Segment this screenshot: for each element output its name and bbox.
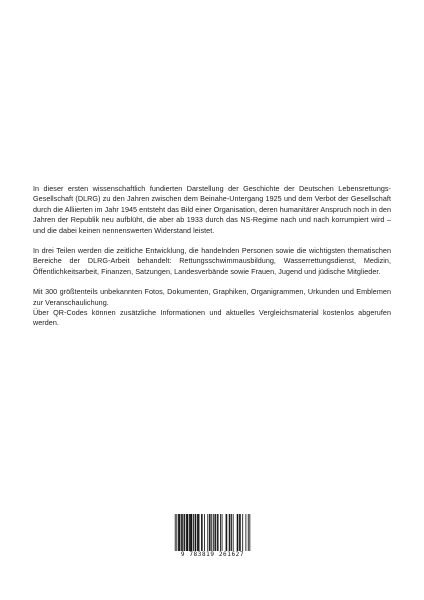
barcode-bar: [187, 514, 188, 551]
barcode-bar: [189, 514, 190, 551]
barcode-bar: [187, 514, 188, 551]
barcode-bar: [179, 514, 180, 551]
barcode-bar: [184, 514, 185, 551]
barcode-bar: [198, 514, 199, 551]
barcode-bar: [204, 514, 205, 551]
barcode-bar: [182, 514, 183, 551]
barcode-bar: [211, 514, 212, 551]
barcode-bar: [195, 514, 196, 551]
barcode-bar: [175, 514, 176, 551]
barcode-bar: [193, 514, 194, 551]
barcode-bar: [210, 514, 211, 551]
barcode-bar: [238, 514, 239, 551]
barcode-bar: [242, 514, 243, 551]
barcode-bar: [229, 514, 230, 551]
barcode-bar: [220, 514, 221, 551]
barcode-bar: [230, 514, 231, 551]
barcode-bar: [226, 514, 227, 551]
barcode-bar: [218, 514, 219, 551]
blurb-paragraph-1: In dieser ersten wissenschaftlich fundierten Darstellung der Geschichte der Deutschen Lebensrettungs-Gesellschaft (DLRG) zu den Jahren zwischen dem Beinahe-Untergang 1925 und dem Verbot der Gesellschaft durch die Alliierten im Jahr 1945 entsteht das Bild einer Organisation, deren humanitärer Anspruch noch in den Jahren der Republik neu aufblüht, die aber ab 1933 durch das NS-Regime nach und nach korrumpiert wird – und die dabei keinen nennenswerten Widerstand leistet.: [33, 184, 391, 235]
barcode-bar: [209, 514, 210, 551]
barcode-bar: [201, 514, 202, 551]
barcode-bar: [213, 514, 214, 551]
barcode-bar: [231, 514, 232, 551]
blurb-paragraph-4: Über QR-Codes können zusätzliche Informationen und aktuelles Vergleichsmaterial kostenlos abgerufen werden.: [33, 308, 391, 328]
blurb-paragraph-2: In drei Teilen werden die zeitliche Entwicklung, die handelnden Personen sowie die wichtigsten thematischen Bereiche der DLRG-Arbeit behandelt: Rettungsschwimmausbildung, Wasserrettungsdienst, Medizin, Öffentlichkeitsarbeit, Finanzen, Satzungen, Landesverbände sowie Frauen, Jugend und jüdische Mitglieder.: [33, 246, 391, 276]
barcode-bar: [197, 514, 198, 551]
barcode-bar: [178, 514, 179, 551]
barcode-bar: [184, 514, 185, 551]
barcode-bar: [233, 514, 234, 551]
barcode-bar: [190, 514, 191, 551]
barcode-bar: [245, 514, 246, 551]
barcode-bar: [195, 514, 196, 551]
barcode-bar: [237, 514, 238, 551]
blurb-paragraph-3: Mit 300 größtenteils unbekannten Fotos, Dokumenten, Graphiken, Organigrammen, Urkunden und Emblemen zur Veranschaulichung.: [33, 287, 391, 307]
barcode-bar: [191, 514, 192, 551]
barcode-bar: [222, 514, 223, 551]
barcode-bar: [214, 514, 215, 551]
barcode-bar: [249, 514, 250, 551]
barcode-bar: [202, 514, 203, 551]
barcode-bar: [248, 514, 249, 551]
barcode-bar: [199, 514, 200, 551]
barcode-bar: [186, 514, 187, 551]
barcode-bar: [240, 514, 241, 551]
barcode-bar: [207, 514, 208, 551]
barcode-bar: [239, 514, 240, 551]
barcode-bar: [180, 514, 181, 551]
barcode-bar: [191, 514, 192, 551]
isbn-digits: 9 783819 261627: [180, 551, 245, 558]
barcode-bar: [176, 514, 177, 551]
barcode-bar: [226, 514, 227, 551]
barcode-bars: [174, 514, 251, 554]
blurb-text: [33, 184, 391, 329]
barcode-bar: [181, 514, 182, 551]
barcode-bar: [215, 514, 216, 551]
barcode-bar: [217, 514, 218, 551]
